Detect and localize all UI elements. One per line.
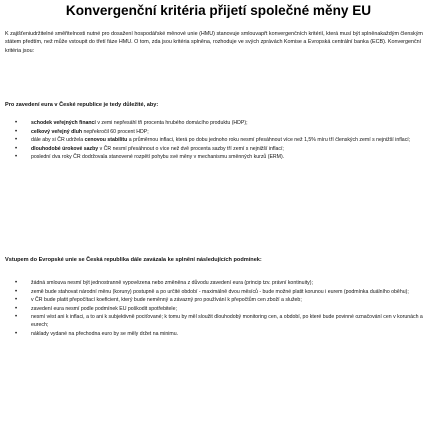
list-item	[5, 137, 426, 145]
list-item-pre: dále aby si ČR udržela	[31, 137, 85, 144]
section2-list	[5, 280, 426, 338]
list-item-pre: poslední dva roky	[31, 154, 74, 161]
section2-heading: Vstupem do Evropské unie se Česká republika dále zavázala ke splnění následujících podmínek:	[5, 257, 262, 263]
bullet-icon: •	[15, 137, 18, 144]
list-item	[5, 129, 426, 137]
list-item-text: v zemi nepřesáhl tři procenta hrubého domácího produktu (HDP);	[95, 120, 248, 126]
list-item-text: nepřekročil 60 procent HDP;	[82, 128, 149, 135]
list-item-text: žádná smlouva nesmí být jednostranně vypovězena nebo změněna z důvodu zavedení eura (princip tzv. právní kontinuity);	[31, 280, 313, 286]
section1-list	[5, 120, 426, 162]
list-item	[5, 146, 426, 154]
bullet-icon: •	[15, 297, 18, 304]
list-item-text: zavedení eura nesmí podle podmínek EU poškodit spotřebitele;	[31, 305, 177, 312]
bullet-icon: •	[15, 154, 18, 161]
list-item	[5, 120, 426, 128]
list-item-text: země bude stahovat národní měnu (koruny) postupně a po určité období - maximálně dvou měsíců - bude možné platit korunou i eurem (podmínka duálního oběhu);	[31, 288, 409, 295]
bullet-icon: •	[15, 305, 18, 312]
list-item	[5, 306, 426, 314]
list-item	[5, 280, 426, 288]
section1-heading: Pro zavedení eura v České republice je tedy důležité, aby:	[5, 102, 159, 108]
list-item	[5, 314, 426, 329]
list-item-text: náklady vydané na přechodna euro by se měly držet na minimu.	[31, 330, 179, 337]
bullet-icon: •	[15, 330, 18, 337]
list-item-bold: schodek veřejných financí	[31, 120, 96, 126]
list-item-text: v ČR bude platit přepočítací koeficient, který bude neměnný a závazný pro používání k přepočtům cen zboží a služeb;	[31, 297, 302, 304]
bullet-icon: •	[15, 145, 18, 152]
bullet-icon: •	[15, 288, 18, 295]
list-item-bold: dlouhodobé úrokové sazby	[31, 145, 99, 152]
bullet-icon: •	[15, 128, 18, 135]
list-item-text: nesmí vést ani k inflaci, a to ani k subjektivně pociťované; k tomu by měl sloužit dlouhodobý monitoring cen, a období, po které bude povinné označování cen v korunách a eurech;	[31, 314, 423, 328]
list-item	[5, 154, 426, 162]
intro-paragraph: K zajišťeniudržitelné směřitelnosti nutné pro dosažení hospodářské měnové unie (HMU) stanovuje smlouvapřt konvergenčních kritérií, která musí být splněnakaždým členským státem předtím, než může vstoupit do třetí fáze HMU. O tom, zda jsou kritéria splněna, rozhoduje ve svých zprávách Komise a Evropská centrální banka (ECB). Konvergenční kritéria jsou:	[5, 31, 423, 54]
list-item	[5, 297, 426, 305]
list-item-text: v ČR nesmí přesáhnout o více než dvě procenta sazby tří zemí s nejnižší inflací;	[98, 145, 284, 152]
document-title: Konvergenční kritéria přijetí společné měny EU	[65, 3, 372, 18]
list-item-text: ČR dodržovala stanovené rozpětí pohybu své měny v mechanismu směnných kurzů (ERM).	[73, 154, 285, 161]
bullet-icon: •	[15, 280, 18, 286]
list-item	[5, 289, 426, 297]
list-item-bold: cenovou stabilitu	[84, 137, 128, 144]
list-item-text: a průměrnou inflaci, která po dobu jednoho roku nesmí přesáhnout více než 1,5% míru tří členských zemí s nejnižší inflací;	[127, 137, 411, 144]
list-item	[5, 331, 426, 339]
list-item-bold: celkový veřejný dluh	[31, 128, 83, 135]
bullet-icon: •	[15, 314, 18, 321]
bullet-icon: •	[15, 120, 18, 126]
